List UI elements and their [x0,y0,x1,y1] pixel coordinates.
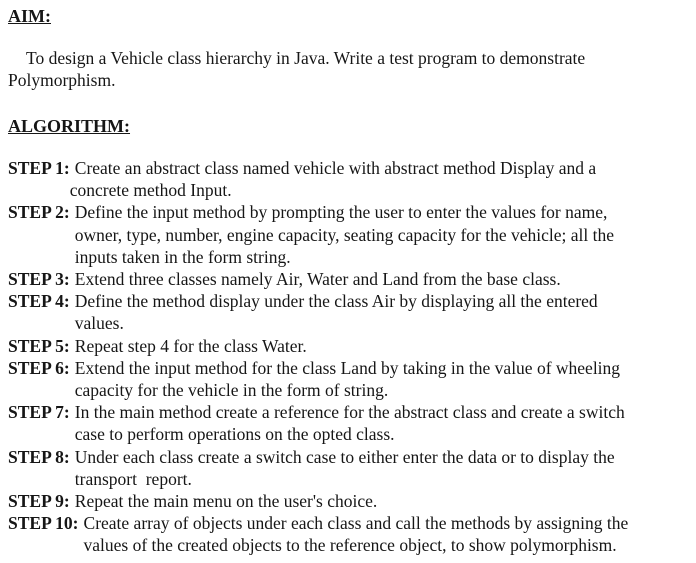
step-text [75,401,625,445]
step-line: transport report. [74,468,192,489]
step-label: STEP 5: [8,335,70,356]
step-2 [8,201,692,268]
step-line: Create array of objects under each class and call the methods by assigning the [83,513,629,534]
step-9 [8,490,692,512]
step-label: STEP 7: [8,402,70,423]
step-8 [8,446,692,490]
step-line: Define the input method by prompting the user to enter the values for name, [74,202,608,223]
algorithm-heading: ALGORITHM: [8,116,131,136]
step-3 [8,268,692,290]
step-text [75,357,620,401]
algorithm-steps [8,157,692,557]
step-text [75,490,378,512]
step-label: STEP 10: [8,513,79,534]
aim-paragraph [8,47,688,91]
step-line: concrete method Input. [69,180,232,201]
step-label: STEP 4: [8,291,70,312]
step-6 [8,357,692,401]
step-text [75,201,614,268]
step-label: STEP 8: [8,446,70,467]
step-label: STEP 9: [8,491,70,512]
step-line: Define the method display under the class Air by displaying all the entered [74,291,598,312]
aim-line-1: To design a Vehicle class hierarchy in Java. Write a test program to demonstrate [26,48,586,68]
step-text [75,446,615,490]
step-text [84,512,629,556]
step-label: STEP 6: [8,357,70,378]
step-10 [8,512,692,556]
step-line: inputs taken in the form string. [74,246,291,267]
step-line: values. [74,313,124,334]
step-line: values of the created objects to the reference object, to show polymorphism. [83,535,617,556]
aim-heading: AIM: [8,6,51,26]
step-1 [8,157,692,201]
step-label: STEP 1: [8,158,70,178]
step-text [75,290,598,334]
step-text [75,268,561,290]
step-4 [8,290,692,334]
step-line: Extend the input method for the class Land by taking in the value of wheeling [74,357,621,378]
step-7 [8,401,692,445]
step-line: owner, type, number, engine capacity, seating capacity for the vehicle; all the [74,224,615,245]
step-line: Under each class create a switch case to either enter the data or to display the [74,446,615,467]
step-line: In the main method create a reference for the abstract class and create a switch [74,402,625,423]
aim-line-2: Polymorphism. [8,70,116,90]
step-label: STEP 2: [8,202,70,223]
step-line: Repeat step 4 for the class Water. [74,335,307,356]
step-line: capacity for the vehicle in the form of string. [74,380,389,401]
step-line: Create an abstract class named vehicle with abstract method Display and a [74,158,597,178]
step-line: case to perform operations on the opted class. [74,424,395,445]
step-line: Repeat the main menu on the user's choice. [74,491,378,512]
step-text [69,157,597,201]
step-text [75,335,307,357]
step-5 [8,335,692,357]
step-line: Extend three classes namely Air, Water and Land from the base class. [74,269,561,290]
step-label: STEP 3: [8,269,70,290]
